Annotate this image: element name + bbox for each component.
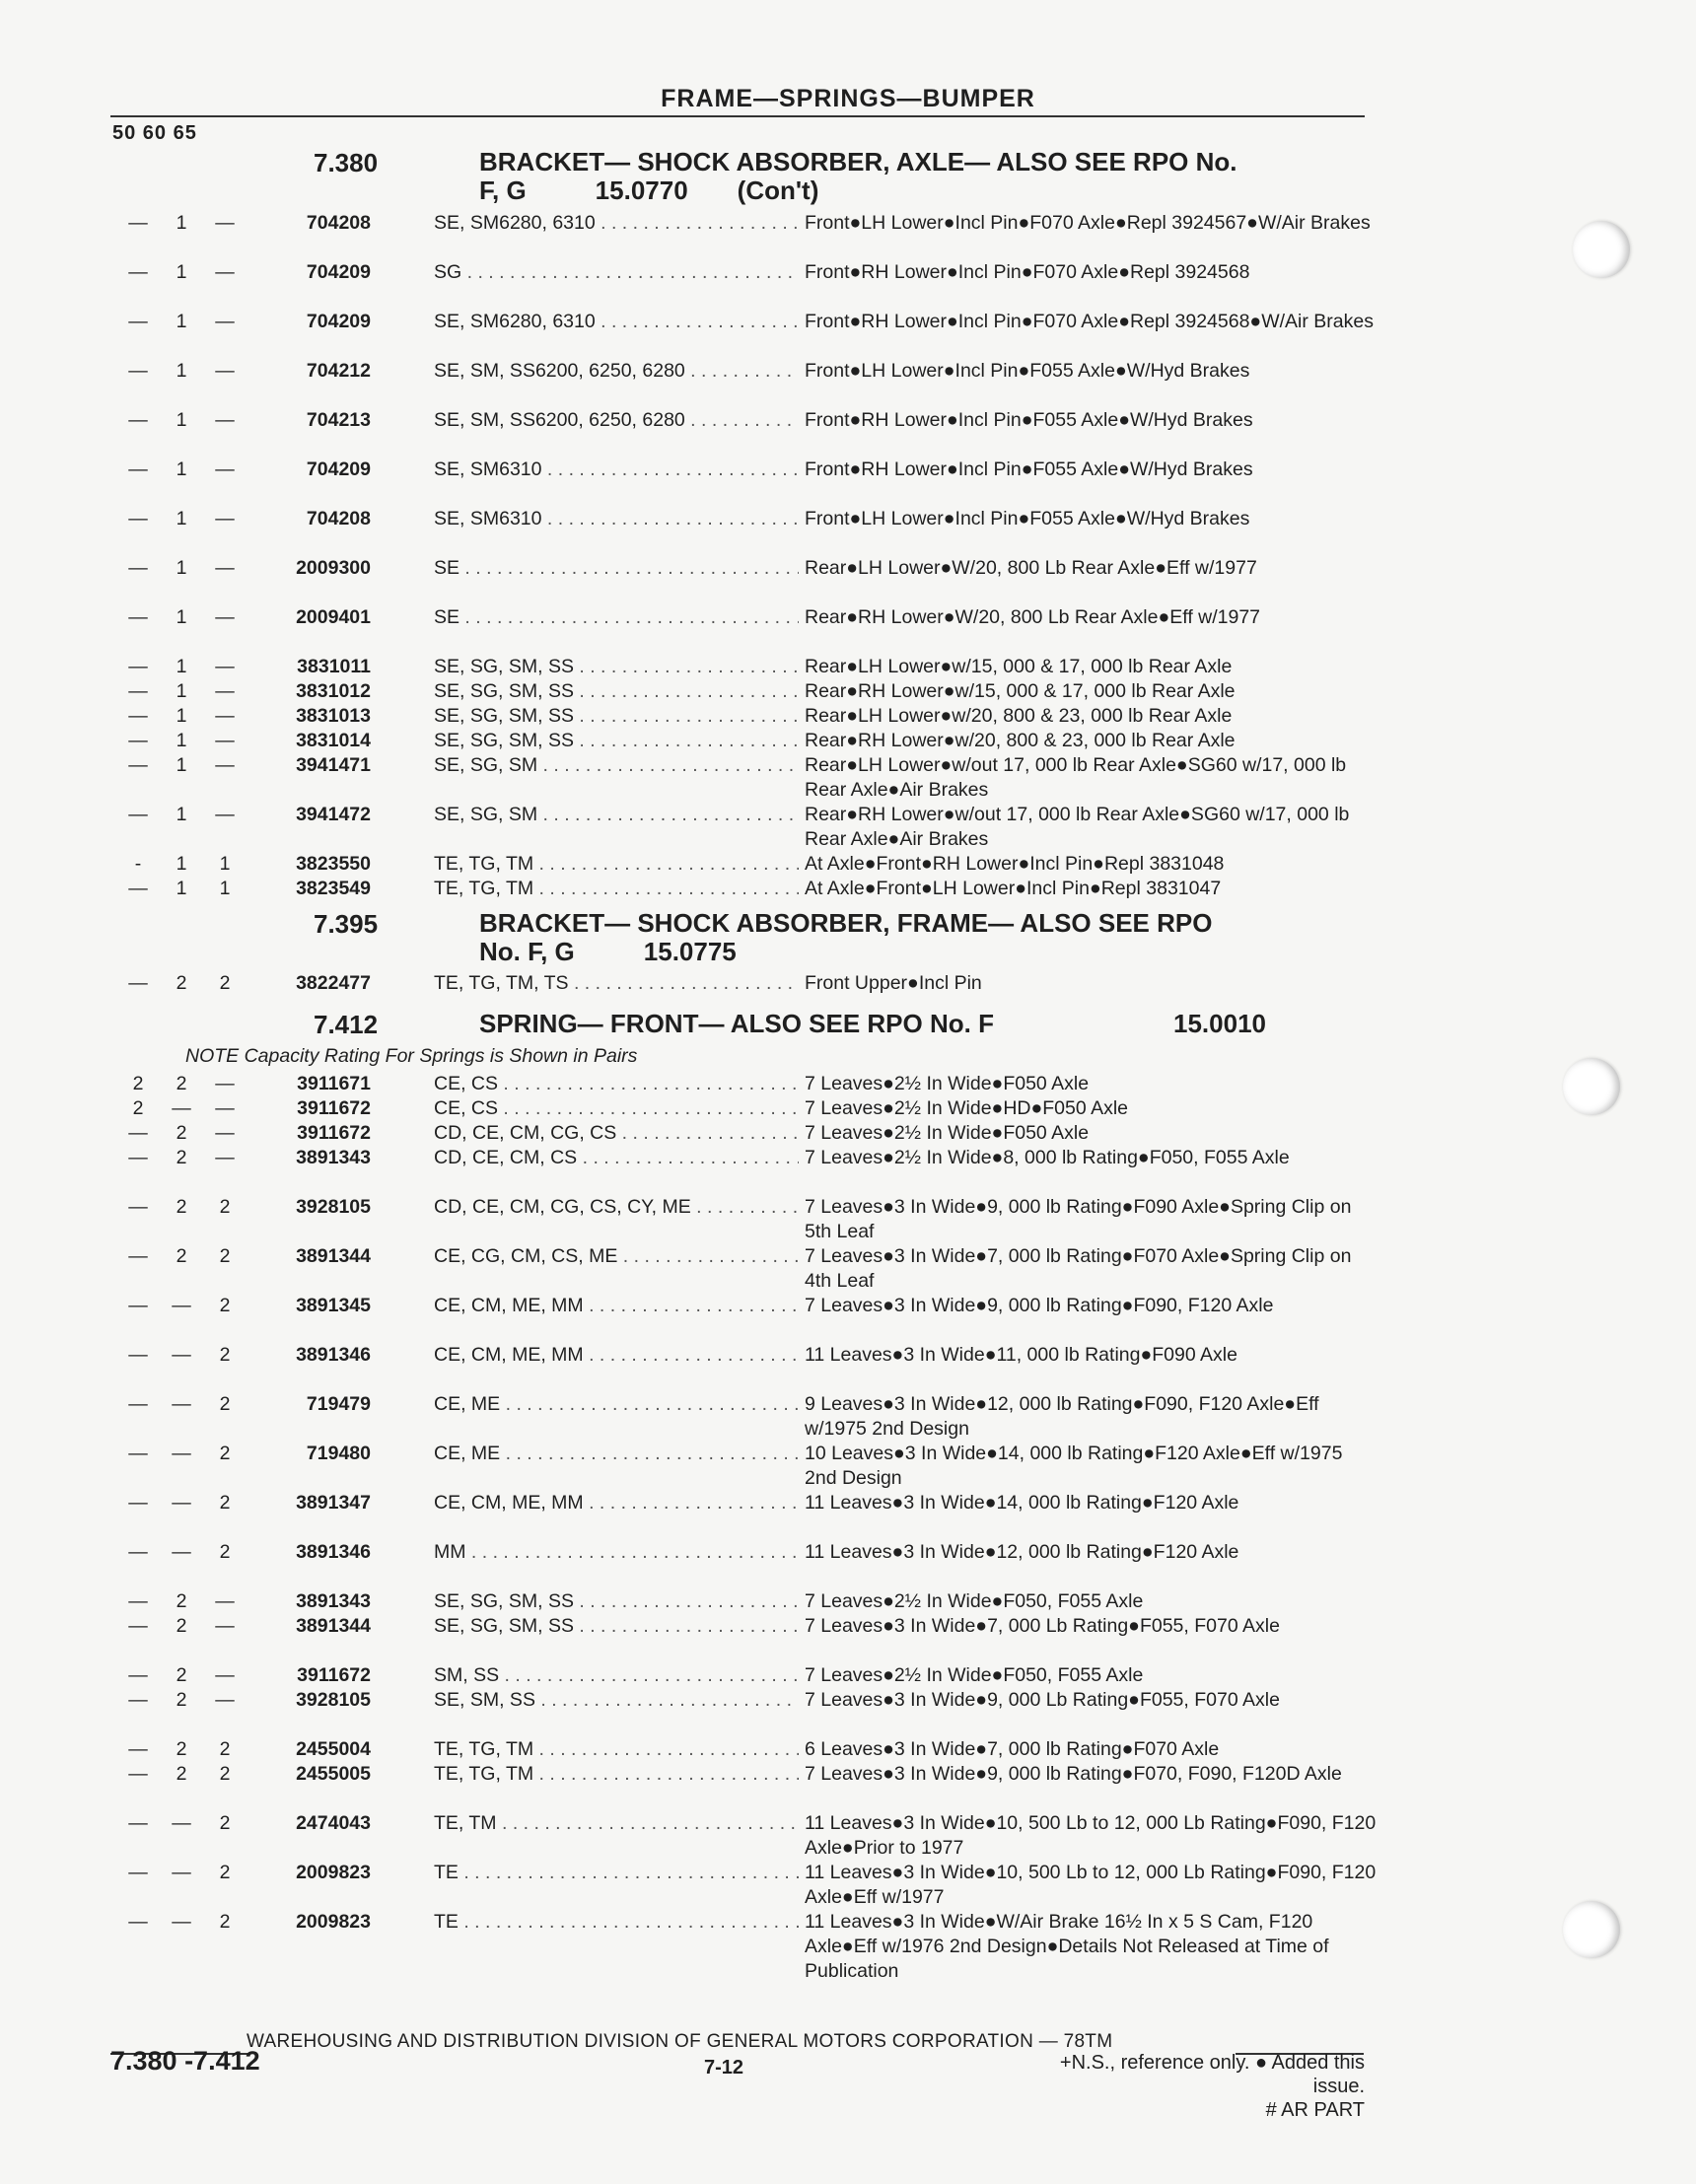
- model-applicability: TE, TG, TM, TS . . .: [434, 971, 799, 996]
- qty-65-series: 2: [219, 1393, 231, 1415]
- model-applicability: SE, SM6280, 6310 . . .: [434, 310, 799, 334]
- section-title-text-2: F, G: [479, 176, 527, 205]
- qty-50-series: —: [128, 1122, 148, 1144]
- part-description: 7 Leaves●2½ In Wide●F050 Axle: [805, 1122, 1090, 1144]
- qty-50-series: —: [128, 1615, 148, 1637]
- model-applicability: CE, ME . . .: [434, 1442, 799, 1466]
- binder-hole-middle: [1563, 1058, 1620, 1115]
- qty-60-series: 1: [176, 261, 187, 283]
- qty-50-series: —: [128, 1147, 148, 1168]
- qty-50-series: —: [128, 606, 148, 628]
- qty-65-series: 2: [219, 1344, 231, 1366]
- part-number: 3891343: [296, 1590, 371, 1612]
- part-description: Rear●LH Lower●w/20, 800 & 23, 000 lb Rear Axle: [805, 705, 1233, 727]
- qty-65-series: 2: [219, 1492, 231, 1514]
- part-description: 11 Leaves●3 In Wide●10, 500 Lb to 12, 000 Lb Rating●F090, F120 Axle●Prior to 1977: [805, 1812, 1377, 1859]
- part-description: Rear●RH Lower●w/out 17, 000 lb Rear Axle●SG60 w/17, 000 lb Rear Axle●Air Brakes: [805, 804, 1350, 850]
- part-number: 3831012: [296, 680, 371, 702]
- qty-50-series: —: [128, 1664, 148, 1686]
- part-number: 2009401: [296, 606, 371, 628]
- qty-60-series: 1: [176, 557, 187, 579]
- part-description: 10 Leaves●3 In Wide●14, 000 lb Rating●F120 Axle●Eff w/1975 2nd Design: [805, 1443, 1343, 1489]
- part-number: 704208: [306, 212, 371, 234]
- qty-65-series: —: [215, 409, 235, 431]
- part-description: 11 Leaves●3 In Wide●12, 000 lb Rating●F120 Axle: [805, 1541, 1239, 1563]
- part-number: 704209: [306, 311, 371, 332]
- part-description: 7 Leaves●2½ In Wide●F050 Axle: [805, 1073, 1090, 1094]
- qty-60-series: 1: [176, 804, 187, 825]
- model-applicability: CE, CM, ME, MM . . .: [434, 1491, 799, 1515]
- model-applicability: CD, CE, CM, CG, CS, CY, ME . . .: [434, 1195, 799, 1220]
- qty-60-series: 2: [176, 1738, 187, 1760]
- rpo-reference: 15.0010: [1173, 1009, 1266, 1038]
- qty-60-series: —: [172, 1295, 191, 1316]
- model-applicability: SE, SG, SM . . .: [434, 753, 799, 778]
- part-description: Rear●RH Lower●W/20, 800 Lb Rear Axle●Eff w/1977: [805, 606, 1261, 628]
- part-number: 3891344: [296, 1615, 371, 1637]
- qty-65-series: 2: [219, 1245, 231, 1267]
- qty-65-series: 2: [219, 1295, 231, 1316]
- qty-60-series: 2: [176, 972, 187, 994]
- part-number: 704212: [306, 360, 371, 382]
- part-number: 3831014: [296, 730, 371, 751]
- qty-60-series: —: [172, 1862, 191, 1883]
- qty-65-series: 2: [219, 972, 231, 994]
- rpo-reference: 15.0770: [595, 176, 688, 205]
- qty-65-series: 2: [219, 1443, 231, 1464]
- page-title: FRAME—SPRINGS—BUMPER: [661, 85, 1035, 112]
- qty-50-series: —: [128, 972, 148, 994]
- model-applicability: CD, CE, CM, CS . . .: [434, 1146, 799, 1170]
- qty-60-series: 2: [176, 1689, 187, 1711]
- part-number: 704209: [306, 458, 371, 480]
- qty-60-series: 2: [176, 1073, 187, 1094]
- part-number: 719480: [306, 1443, 371, 1464]
- qty-65-series: —: [215, 606, 235, 628]
- qty-65-series: —: [215, 557, 235, 579]
- binder-hole-top: [1573, 221, 1630, 278]
- part-description: 7 Leaves●2½ In Wide●HD●F050 Axle: [805, 1097, 1128, 1119]
- part-number: 3831011: [297, 656, 371, 677]
- section-title-text: SPRING— FRONT— ALSO SEE RPO No. F: [479, 1009, 994, 1038]
- part-description: Rear●LH Lower●W/20, 800 Lb Rear Axle●Eff w/1977: [805, 557, 1257, 579]
- model-applicability: CD, CE, CM, CG, CS . . .: [434, 1121, 799, 1146]
- part-description: Rear●LH Lower●w/15, 000 & 17, 000 lb Rear Axle: [805, 656, 1233, 677]
- model-applicability: MM . . .: [434, 1540, 799, 1565]
- part-number: 3822477: [296, 972, 371, 994]
- qty-50-series: —: [128, 730, 148, 751]
- part-description: 7 Leaves●3 In Wide●7, 000 Lb Rating●F055, F070 Axle: [805, 1615, 1280, 1637]
- part-number: 3891343: [296, 1147, 371, 1168]
- qty-50-series: —: [128, 1541, 148, 1563]
- footer-legend: [1045, 2051, 1365, 2122]
- qty-60-series: —: [172, 1443, 191, 1464]
- model-applicability: SE, SM, SS6200, 6250, 6280 . . .: [434, 359, 799, 384]
- legend-line-2: # AR PART: [1265, 2099, 1365, 2121]
- part-description: 11 Leaves●3 In Wide●14, 000 lb Rating●F120 Axle: [805, 1492, 1239, 1514]
- part-description: Front●RH Lower●Incl Pin●F070 Axle●Repl 3924568: [805, 261, 1250, 283]
- qty-50-series: —: [128, 680, 148, 702]
- header-rule: [110, 115, 1365, 117]
- section-number: 7.380: [314, 148, 379, 177]
- qty-50-series: —: [128, 1492, 148, 1514]
- model-applicability: CE, CG, CM, CS, ME . . .: [434, 1244, 799, 1269]
- section-title-line: [479, 176, 1367, 205]
- qty-50-series: —: [128, 1393, 148, 1415]
- part-description: At Axle●Front●LH Lower●Incl Pin●Repl 3831047: [805, 878, 1222, 899]
- part-number: 3941472: [296, 804, 371, 825]
- model-applicability: SE . . .: [434, 605, 799, 630]
- qty-50-series: —: [128, 1738, 148, 1760]
- part-number: 2009300: [296, 557, 371, 579]
- section-title-text: BRACKET— SHOCK ABSORBER, AXLE— ALSO SEE RPO No.: [479, 147, 1237, 176]
- qty-60-series: 1: [176, 212, 187, 234]
- part-number: 719479: [306, 1393, 371, 1415]
- qty-60-series: —: [172, 1097, 191, 1119]
- qty-60-series: 1: [176, 311, 187, 332]
- qty-65-series: —: [215, 508, 235, 529]
- qty-60-series: 2: [176, 1664, 187, 1686]
- part-description: Rear●RH Lower●w/15, 000 & 17, 000 lb Rear Axle: [805, 680, 1236, 702]
- page-number: 7-12: [704, 2057, 744, 2078]
- model-applicability: SE, SG, SM, SS . . .: [434, 704, 799, 729]
- qty-50-series: —: [128, 1862, 148, 1883]
- part-description: 7 Leaves●2½ In Wide●F050, F055 Axle: [805, 1590, 1144, 1612]
- part-number: 3911672: [297, 1122, 371, 1144]
- qty-50-series: —: [128, 878, 148, 899]
- model-applicability: CE, CM, ME, MM . . .: [434, 1294, 799, 1318]
- qty-50-series: —: [128, 261, 148, 283]
- qty-50-series: —: [128, 1295, 148, 1316]
- qty-50-series: —: [128, 754, 148, 776]
- qty-65-series: —: [215, 1147, 235, 1168]
- qty-65-series: 1: [219, 853, 231, 875]
- binder-hole-bottom: [1563, 1901, 1620, 1958]
- part-description: 7 Leaves●3 In Wide●9, 000 lb Rating●F090, F120 Axle: [805, 1295, 1274, 1316]
- qty-60-series: 2: [176, 1763, 187, 1785]
- part-number: 3891346: [296, 1541, 371, 1563]
- qty-50-series: —: [128, 1245, 148, 1267]
- part-description: Front●RH Lower●Incl Pin●F055 Axle●W/Hyd Brakes: [805, 458, 1253, 480]
- qty-60-series: 1: [176, 680, 187, 702]
- qty-60-series: 2: [176, 1615, 187, 1637]
- qty-65-series: —: [215, 1097, 235, 1119]
- model-applicability: SE, SG, SM, SS . . .: [434, 1614, 799, 1639]
- qty-50-series: —: [128, 1763, 148, 1785]
- section-title-line: [479, 1010, 1367, 1038]
- section-title-text-2: No. F, G: [479, 937, 575, 966]
- part-description: 7 Leaves●2½ In Wide●8, 000 lb Rating●F050, F055 Axle: [805, 1147, 1290, 1168]
- part-description: 7 Leaves●2½ In Wide●F050, F055 Axle: [805, 1664, 1144, 1686]
- qty-50-series: -: [134, 853, 142, 875]
- part-description: Front●LH Lower●Incl Pin●F070 Axle●Repl 3924567●W/Air Brakes: [805, 212, 1371, 234]
- qty-65-series: —: [215, 680, 235, 702]
- part-number: 3911672: [297, 1664, 371, 1686]
- part-number: 2455004: [296, 1738, 371, 1760]
- part-number: 3911672: [297, 1097, 371, 1119]
- qty-65-series: —: [215, 212, 235, 234]
- qty-50-series: —: [128, 311, 148, 332]
- model-applicability: SE, SM6310 . . .: [434, 507, 799, 531]
- model-applicability: SE, SM, SS6200, 6250, 6280 . . .: [434, 408, 799, 433]
- part-number: 3891345: [296, 1295, 371, 1316]
- qty-50-series: 2: [132, 1097, 144, 1119]
- part-number: 3823549: [296, 878, 371, 899]
- qty-65-series: —: [215, 458, 235, 480]
- qty-50-series: —: [128, 1689, 148, 1711]
- qty-65-series: 2: [219, 1738, 231, 1760]
- qty-60-series: 1: [176, 705, 187, 727]
- qty-60-series: —: [172, 1492, 191, 1514]
- qty-50-series: —: [128, 212, 148, 234]
- qty-60-series: 2: [176, 1122, 187, 1144]
- model-applicability: SE, SM, SS . . .: [434, 1688, 799, 1713]
- qty-60-series: 2: [176, 1196, 187, 1218]
- model-applicability: SE . . .: [434, 556, 799, 581]
- part-number: 704213: [306, 409, 371, 431]
- part-number: 2009823: [296, 1862, 371, 1883]
- model-applicability: SM, SS . . .: [434, 1663, 799, 1688]
- qty-60-series: 1: [176, 656, 187, 677]
- qty-60-series: 2: [176, 1147, 187, 1168]
- part-description: Front●LH Lower●Incl Pin●F055 Axle●W/Hyd Brakes: [805, 508, 1250, 529]
- qty-50-series: —: [128, 409, 148, 431]
- part-number: 3941471: [296, 754, 371, 776]
- footer-section-range: 7.380 -7.412: [110, 2046, 260, 2076]
- model-applicability: SE, SG, SM, SS . . .: [434, 729, 799, 753]
- part-number: 704208: [306, 508, 371, 529]
- qty-65-series: —: [215, 1122, 235, 1144]
- qty-65-series: —: [215, 730, 235, 751]
- rpo-reference: 15.0775: [643, 937, 737, 966]
- qty-65-series: 2: [219, 1196, 231, 1218]
- part-number: 3928105: [296, 1689, 371, 1711]
- part-number: 3911671: [297, 1073, 371, 1094]
- qty-65-series: —: [215, 1590, 235, 1612]
- part-description: 11 Leaves●3 In Wide●11, 000 lb Rating●F090 Axle: [805, 1344, 1237, 1366]
- qty-60-series: 1: [176, 458, 187, 480]
- qty-50-series: —: [128, 557, 148, 579]
- model-applicability: TE, TG, TM . . .: [434, 877, 799, 901]
- qty-60-series: 2: [176, 1590, 187, 1612]
- qty-60-series: 2: [176, 1245, 187, 1267]
- model-applicability: SE, SG, SM, SS . . .: [434, 1589, 799, 1614]
- qty-65-series: 2: [219, 1541, 231, 1563]
- part-description: 11 Leaves●3 In Wide●10, 500 Lb to 12, 000 Lb Rating●F090, F120 Axle●Eff w/1977: [805, 1862, 1377, 1908]
- qty-50-series: —: [128, 1911, 148, 1933]
- qty-50-series: —: [128, 360, 148, 382]
- qty-60-series: —: [172, 1911, 191, 1933]
- qty-65-series: 2: [219, 1862, 231, 1883]
- section-note: NOTE Capacity Rating For Springs is Shown in Pairs: [185, 1045, 638, 1067]
- qty-65-series: —: [215, 1664, 235, 1686]
- part-number: 2009823: [296, 1911, 371, 1933]
- qty-60-series: 1: [176, 730, 187, 751]
- section-title-line: [479, 148, 1367, 176]
- qty-65-series: 1: [219, 878, 231, 899]
- qty-65-series: —: [215, 804, 235, 825]
- model-applicability: SE, SG, SM, SS . . .: [434, 655, 799, 679]
- part-description: Front●RH Lower●Incl Pin●F055 Axle●W/Hyd Brakes: [805, 409, 1253, 431]
- qty-65-series: —: [215, 1615, 235, 1637]
- model-applicability: SE, SG, SM . . .: [434, 803, 799, 827]
- part-number: 3831013: [296, 705, 371, 727]
- qty-60-series: 1: [176, 878, 187, 899]
- footer-division: WAREHOUSING AND DISTRIBUTION DIVISION OF GENERAL MOTORS CORPORATION — 78TM: [247, 2031, 1113, 2052]
- qty-65-series: —: [215, 261, 235, 283]
- qty-60-series: 1: [176, 508, 187, 529]
- section-title-line: [479, 938, 1367, 966]
- part-description: Front●RH Lower●Incl Pin●F070 Axle●Repl 3924568●W/Air Brakes: [805, 311, 1374, 332]
- qty-50-series: —: [128, 1443, 148, 1464]
- part-number: 3891344: [296, 1245, 371, 1267]
- qty-60-series: 1: [176, 409, 187, 431]
- part-description: 7 Leaves●3 In Wide●7, 000 lb Rating●F070 Axle●Spring Clip on 4th Leaf: [805, 1245, 1352, 1292]
- model-applicability: TE, TM . . .: [434, 1811, 799, 1836]
- section-title-text: BRACKET— SHOCK ABSORBER, FRAME— ALSO SEE RPO: [479, 908, 1213, 938]
- qty-50-series: —: [128, 508, 148, 529]
- qty-65-series: —: [215, 754, 235, 776]
- part-description: Rear●RH Lower●w/20, 800 & 23, 000 lb Rear Axle: [805, 730, 1236, 751]
- section-title: [479, 909, 1367, 966]
- qty-65-series: —: [215, 1689, 235, 1711]
- model-applicability: TE . . .: [434, 1861, 799, 1885]
- part-description: At Axle●Front●RH Lower●Incl Pin●Repl 3831048: [805, 853, 1225, 875]
- qty-60-series: 1: [176, 606, 187, 628]
- qty-50-series: —: [128, 656, 148, 677]
- model-applicability: TE, TG, TM . . .: [434, 1737, 799, 1762]
- qty-60-series: 1: [176, 754, 187, 776]
- column-codes: 50 60 65: [112, 122, 197, 144]
- model-applicability: SG . . .: [434, 260, 799, 285]
- section-number: 7.395: [314, 909, 379, 939]
- qty-50-series: —: [128, 458, 148, 480]
- qty-60-series: —: [172, 1812, 191, 1834]
- part-description: 7 Leaves●3 In Wide●9, 000 lb Rating●F070, F090, F120D Axle: [805, 1763, 1342, 1785]
- qty-60-series: 1: [176, 360, 187, 382]
- model-applicability: CE, CM, ME, MM . . .: [434, 1343, 799, 1368]
- qty-65-series: —: [215, 311, 235, 332]
- model-applicability: SE, SM6280, 6310 . . .: [434, 211, 799, 236]
- section-title-line: [479, 909, 1367, 938]
- part-number: 2455005: [296, 1763, 371, 1785]
- qty-65-series: —: [215, 705, 235, 727]
- part-number: 3891346: [296, 1344, 371, 1366]
- qty-60-series: —: [172, 1393, 191, 1415]
- model-applicability: SE, SM6310 . . .: [434, 458, 799, 482]
- qty-65-series: 2: [219, 1763, 231, 1785]
- qty-50-series: —: [128, 1590, 148, 1612]
- qty-65-series: —: [215, 360, 235, 382]
- qty-65-series: —: [215, 656, 235, 677]
- qty-50-series: —: [128, 804, 148, 825]
- part-description: 9 Leaves●3 In Wide●12, 000 lb Rating●F090, F120 Axle●Eff w/1975 2nd Design: [805, 1393, 1319, 1440]
- part-number: 2474043: [296, 1812, 371, 1834]
- qty-50-series: —: [128, 1344, 148, 1366]
- qty-60-series: 1: [176, 853, 187, 875]
- qty-50-series: 2: [132, 1073, 144, 1094]
- model-applicability: CE, CS . . .: [434, 1072, 799, 1096]
- qty-65-series: 2: [219, 1812, 231, 1834]
- part-number: 3928105: [296, 1196, 371, 1218]
- qty-50-series: —: [128, 1812, 148, 1834]
- model-applicability: CE, CS . . .: [434, 1096, 799, 1121]
- qty-50-series: —: [128, 705, 148, 727]
- qty-50-series: —: [128, 1196, 148, 1218]
- part-description: Front Upper●Incl Pin: [805, 972, 982, 994]
- legend-line-1: +N.S., reference only. ● Added this issue.: [1059, 2052, 1365, 2097]
- qty-65-series: 2: [219, 1911, 231, 1933]
- section-title: [479, 1010, 1367, 1038]
- model-applicability: TE, TG, TM . . .: [434, 1762, 799, 1787]
- part-description: 6 Leaves●3 In Wide●7, 000 lb Rating●F070 Axle: [805, 1738, 1220, 1760]
- model-applicability: TE, TG, TM . . .: [434, 852, 799, 877]
- part-description: 11 Leaves●3 In Wide●W/Air Brake 16½ In x 5 S Cam, F120 Axle●Eff w/1976 2nd Design●Details Not Released at Time of Publication: [805, 1911, 1329, 1982]
- part-number: 3823550: [296, 853, 371, 875]
- model-applicability: SE, SG, SM, SS . . .: [434, 679, 799, 704]
- qty-65-series: —: [215, 1073, 235, 1094]
- model-applicability: TE . . .: [434, 1910, 799, 1935]
- section-title: [479, 148, 1367, 205]
- qty-60-series: —: [172, 1541, 191, 1563]
- part-number: 704209: [306, 261, 371, 283]
- part-description: Rear●LH Lower●w/out 17, 000 lb Rear Axle●SG60 w/17, 000 lb Rear Axle●Air Brakes: [805, 754, 1347, 801]
- model-applicability: CE, ME . . .: [434, 1392, 799, 1417]
- part-description: 7 Leaves●3 In Wide●9, 000 lb Rating●F090 Axle●Spring Clip on 5th Leaf: [805, 1196, 1352, 1242]
- section-number: 7.412: [314, 1010, 379, 1039]
- part-description: Front●LH Lower●Incl Pin●F055 Axle●W/Hyd Brakes: [805, 360, 1250, 382]
- part-number: 3891347: [296, 1492, 371, 1514]
- continued-label: (Con't): [737, 176, 819, 205]
- qty-60-series: —: [172, 1344, 191, 1366]
- part-description: 7 Leaves●3 In Wide●9, 000 Lb Rating●F055, F070 Axle: [805, 1689, 1280, 1711]
